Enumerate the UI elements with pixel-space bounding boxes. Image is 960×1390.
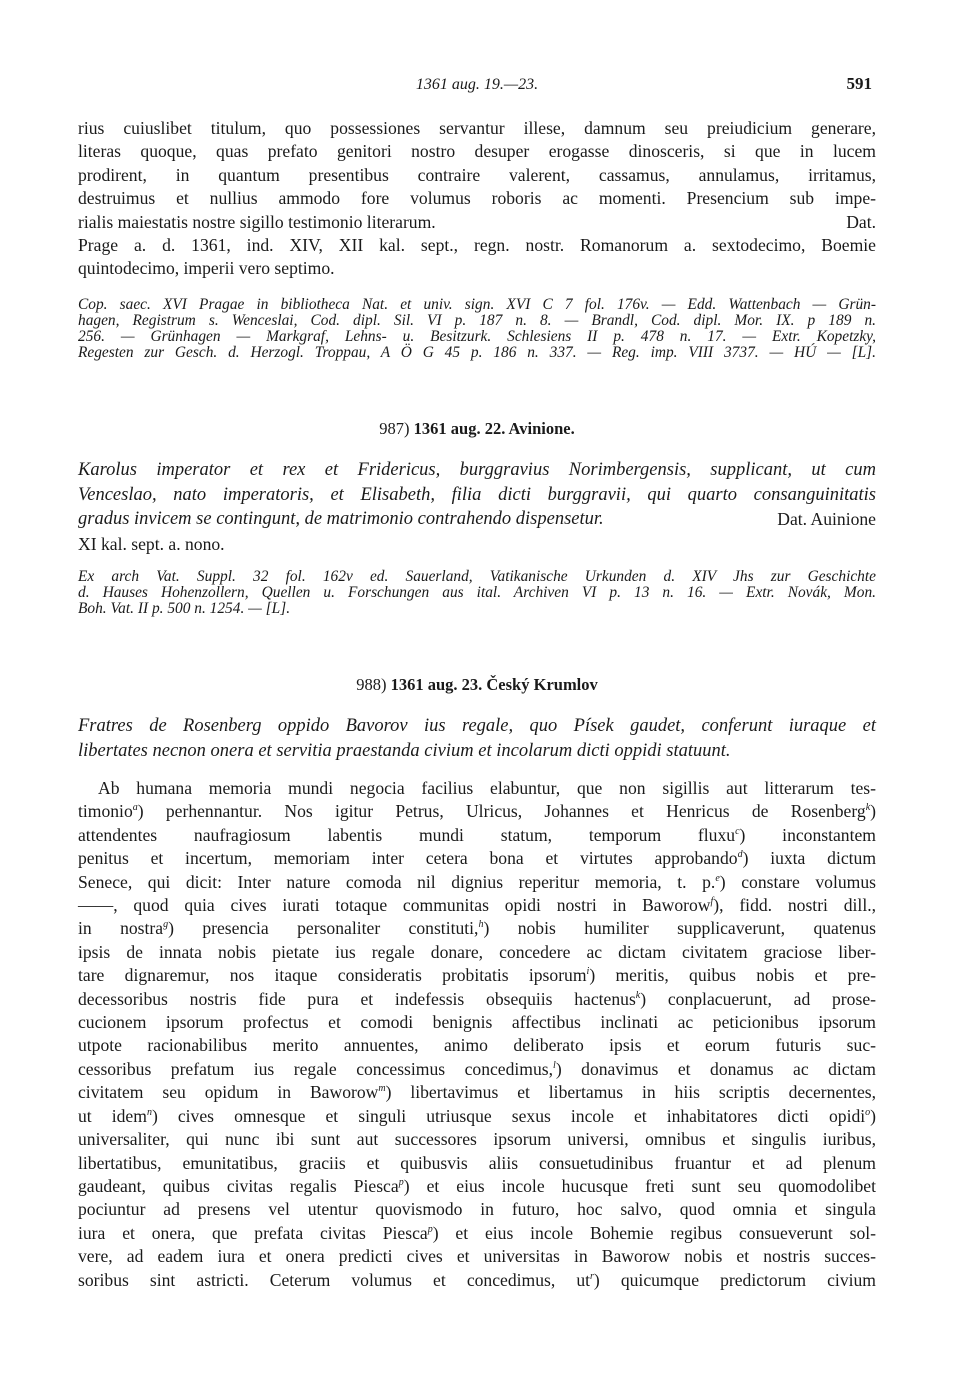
summary-line: gradus invicem se contingunt, de matrimonio contrahendo dispensetur. (78, 509, 604, 529)
text-line: vere, ad eadem iura et onera predicti cives et universitas in Baworow nobis et nostris succes- (78, 1246, 876, 1267)
dat-text: Dat. Auinione (777, 509, 876, 529)
summary-line: Karolus imperator et rex et Fridericus, burggravius Norimbergensis, supplicant, ut cum (78, 460, 876, 480)
page-number: 591 (846, 74, 872, 93)
text-line: ipsis de innata nobis pietate ius regale donare, concedere ac dictam civitatem graciose liber- (78, 941, 876, 962)
footnote-marker: k (635, 989, 641, 1001)
text-line: rius cuiuslibet titulum, quo possessiones servantur illese, damnum seu preiudicium generare, (78, 118, 876, 138)
footnote-marker: p (398, 1176, 404, 1188)
note-line: Ex arch Vat. Suppl. 32 fol. 162v ed. Sauerland, Vatikanische Urkunden d. XIV Jhs zur Geschichte (78, 568, 876, 585)
text-line: Ab humana memoria mundi negocia facilius elabuntur, que non sigillis aut litterarum tes- (98, 778, 876, 798)
footnote-marker: l (553, 1059, 556, 1071)
footnote-marker: d (737, 849, 743, 861)
note-line: 256. — Grünhagen — Markgraf, Lehns- u. Besitzurk. Schlesiens II p. 478 n. 17. — Extr. Kopetzky, (78, 328, 876, 345)
footnote-marker: n (146, 1106, 152, 1118)
text-line: utpote racionabilibus merito annuentes, animo deliberato ipsis et eorum futuris suc- (78, 1035, 876, 1056)
text-line: in nostra$^g$) presencia personaliter constituti,$^h$) nobis humiliter supplicaverunt, quatenus (78, 918, 876, 939)
document-988-text (78, 777, 876, 1292)
text-line: destruimus et nullius ammodo fore volumus roboris ac momenti. Presencium sub impe- (78, 188, 876, 209)
text-line-with-dat (78, 211, 876, 234)
text-line: ——, quod quia cives iurati totaque communitas opidi nostri in Baworow$^f$), fidd. nostri dill., (78, 895, 876, 916)
summary-line: libertates necnon onera et servitia praestanda civium et incolarum dicti oppidi statuunt. (78, 740, 731, 761)
footnote-marker: k (865, 802, 871, 814)
summary-line: Venceslao, nato imperatoris, et Elisabeth, filia dicti burggravii, qui quarto consanguinitatis (78, 484, 876, 505)
note-line: Cop. saec. XVI Pragae in bibliotheca Nat. et univ. sign. XVI C 7 fol. 176v. — Edd. Wattenbach — Grün- (78, 296, 876, 313)
footnote-marker: i (586, 966, 590, 978)
date-place: 1361 aug. 23. Český Krumlov (390, 675, 598, 694)
document-986-text (78, 117, 876, 281)
footnote-marker: h (478, 919, 484, 931)
text-line: soribus sint astricti. Ceterum volumus et concedimus, $ut^r$) quicumque predictorum civium (78, 1269, 876, 1290)
footnote-marker: p (427, 1223, 433, 1235)
document-987-heading (78, 419, 876, 439)
date-place: 1361 aug. 22. Avinione. (413, 419, 575, 438)
text-line: penitus et incertum, memoriam inter cetera bona et virtutes approbando$^d$) iuxta dictum (78, 848, 877, 869)
text-line: civitatem seu opidum in Baworow$^m$) libertavimus et libertamus in hiis scriptis decernentes, (78, 1082, 876, 1103)
text-line: pociuntur ad presens vel utentur quovismodo in futuro, hoc salvo, quod omnia et singula (78, 1199, 876, 1220)
note-line: Regesten zur Gesch. d. Herzogl. Troppau, A Ö G 45 p. 186 n. 337. — Reg. imp. VIII 3737. — HÚ — [L]. (78, 344, 876, 361)
summary-line: Fratres de Rosenberg oppido Bavorov ius regale, quo Písek gaudet, conferunt iuraque et (78, 716, 876, 736)
note-line: hagen, Registrum s. Wenceslai, Cod. dipl. Sil. VI p. 187 n. 8. — Brandl, Cod. dipl. Mor. IX. p 189 n. (78, 312, 876, 329)
document-986-notes (78, 297, 876, 361)
document-988-summary (78, 714, 876, 763)
footnote-marker: a (132, 802, 138, 814)
footnote-marker: e (715, 872, 720, 884)
note-line: Boh. Vat. II p. 500 n. 1254. — [L]. (78, 600, 291, 617)
running-title: 1361 aug. 19.—23. (415, 76, 539, 93)
footnote-marker: o (865, 1106, 871, 1118)
text-line: decessoribus nostris fide pura et indefessis obsequiis hactenus$^k$) conplacuerunt, ad prose- (78, 988, 876, 1009)
document-number: 987) (379, 419, 410, 438)
document-number: 988) (356, 675, 387, 694)
text-line: rialis maiestatis nostre sigillo testimonio literarum. (78, 211, 436, 232)
text-line: cucionem ipsorum profectus et comodi benignis affectibus inclinati ac peticionibus ipsorum (78, 1012, 876, 1033)
text-line: ut idem$^n$) cives omnesque et singuli utriusque sexus incole et inhabitatores dicti opidi$^o$) (78, 1105, 876, 1126)
footnote-marker: c (735, 825, 740, 837)
footnote-marker: f (710, 896, 714, 908)
text-line: iura et onera, que prefata civitas Piesca$^p$) et eius incole Bohemie regibus consueverunt sol- (78, 1222, 877, 1243)
text-line: Senece, qui dicit: Inter nature comoda nil dignius reperitur memoria, t. p.$^e$) constare volumus (78, 871, 876, 892)
document-987-notes (78, 569, 876, 617)
footnote-marker: r (590, 1270, 594, 1282)
dat-label: Dat. (846, 211, 876, 232)
text-line: tare dignaremur, nos itaque consideratis probitatis ipsorum$^i$) meritis, quibus nobis et pre- (78, 965, 876, 986)
text-line: quintodecimo, imperii vero septimo. (78, 258, 335, 279)
text-line: timonio$^a$) perhennantur. Nos igitur Petrus, Ulricus, Johannes et Henricus de Rosenberg$^k$) (78, 801, 876, 822)
text-line: Prage a. d. 1361, ind. XIV, XII kal. sept., regn. nostr. Romanorum a. sextodecimo, Boemie (78, 235, 876, 256)
text-line: prodirent, in quantum presentibus contraire valerent, cassamus, annulamus, irritamus, (78, 164, 876, 185)
summary-line-with-dat (78, 507, 876, 532)
running-head (78, 72, 876, 98)
document-988-heading (78, 675, 876, 695)
text-line: attendentes naufragiosum labentis mundi statum, temporum fluxu$^c$) inconstantem (78, 824, 876, 845)
text-line: cessoribus prefatum ius regale concessimus concedimus,$^l$) donavimus et donamus ac dictam (78, 1058, 876, 1079)
note-line: d. Hauses Hohenzollern, Quellen u. Forschungen aus ital. Archiven VI p. 13 n. 16. — Extr. Novák, Mon. (78, 584, 876, 601)
dat-line: XI kal. sept. a. nono. (78, 533, 225, 554)
document-987-summary (78, 458, 876, 556)
footnote-marker: g (163, 919, 169, 931)
text-line: libertatibus, emunitatibus, graciis et quibusvis aliis consuetudinibus fruantur et ad plenum (78, 1152, 876, 1173)
footnote-marker: m (378, 1083, 386, 1095)
text-line: literas quoque, quas prefato genitori nostro desuper erogasse dinosceris, si que in lucem (78, 141, 876, 162)
text-line: gaudeant, quibus civitas regalis Piesca$^p$) et eius incole hucusque freti sunt seu quomodolibet (78, 1175, 877, 1196)
text-line: universaliter, qui nunc ibi sunt aut successores ipsorum universi, omnibus et singulis iuribus, (78, 1129, 876, 1150)
